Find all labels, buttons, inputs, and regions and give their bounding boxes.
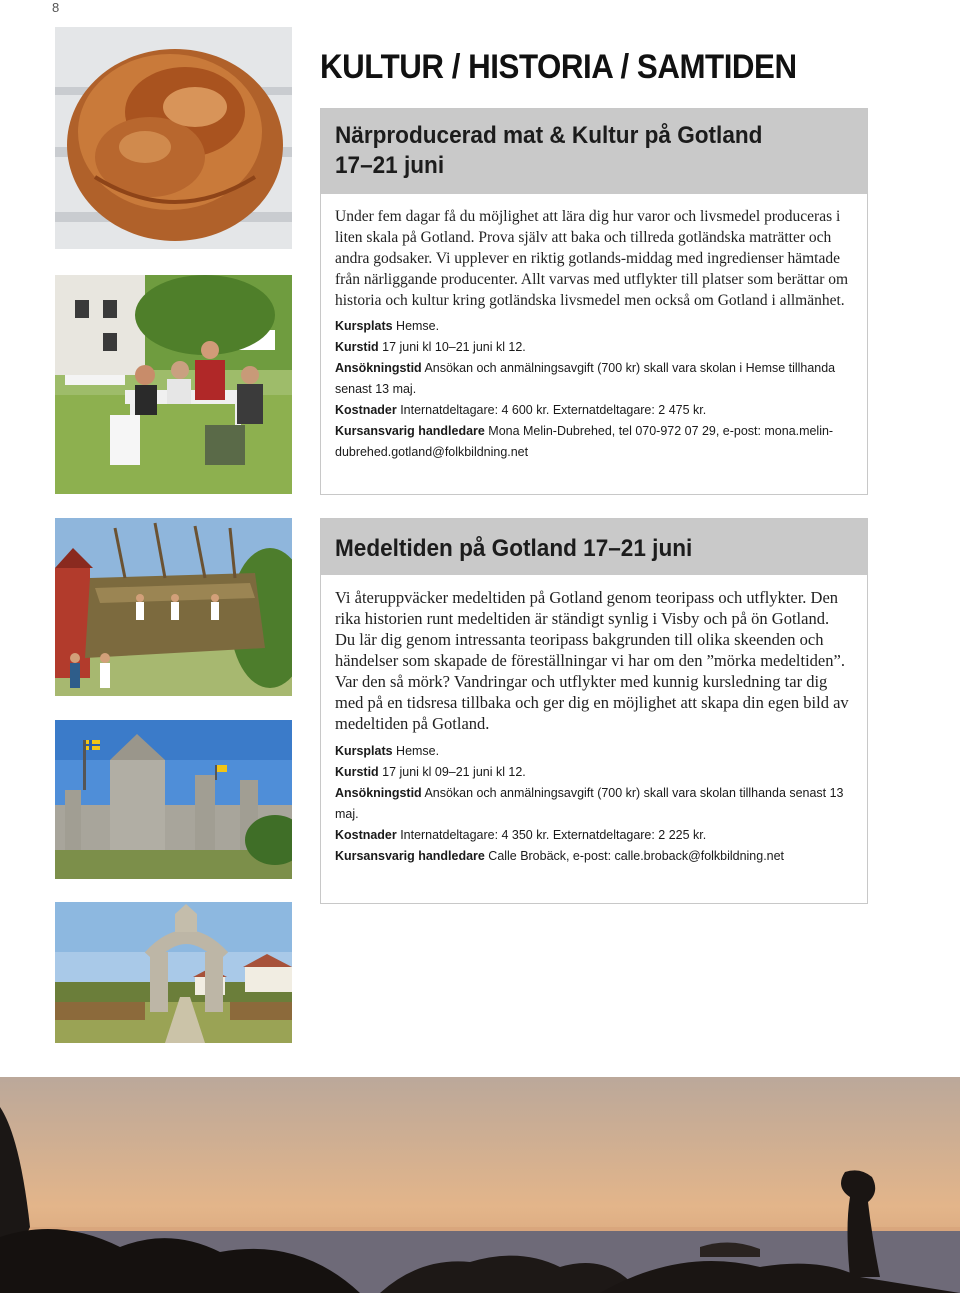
handledare-value: Mona Melin-Dubrehed, tel 070-972 07 29, e-post: mona.melin-dubrehed.gotland@folkbildning.net	[335, 423, 834, 459]
thatch-building-photo	[55, 518, 292, 696]
course-description: Vi återuppväcker medeltiden på Gotland genom teoripass och utflykter. Den rika historien runt medeltiden är ständigt synlig i Visby och på ön Gotland. Du lär dig genom intressanta teoripass bakgrunden till olika skeenden och händelser som skapade de föreställningar vi har om den ”mörka medeltiden”. Var den så mörk? Vandringar och utflykter med kunnig kursledning tar dig med på en tidsresa tillbaka och ger dig en möjlighet att skapa din egen bild av medeltiden på Gotland.	[335, 588, 849, 733]
kursplats-line	[335, 315, 853, 336]
kurstid-label: Kurstid	[335, 764, 379, 779]
course-card-medieval	[320, 518, 868, 904]
handledare-line	[335, 845, 853, 866]
ansokningstid-value: Ansökan och anmälningsavgift (700 kr) skall vara skolan tillhanda senast 13 maj.	[335, 785, 844, 821]
stone-gate-photo	[55, 902, 292, 1043]
ansokningstid-label: Ansökningstid	[335, 360, 422, 375]
course-header	[321, 109, 867, 194]
handledare-label: Kursansvarig handledare	[335, 848, 485, 863]
kurstid-line	[335, 336, 853, 357]
handledare-label: Kursansvarig handledare	[335, 423, 485, 438]
kostnader-value: Internatdeltagare: 4 600 kr. Externatdeltagare: 2 475 kr.	[400, 402, 707, 417]
course-title-line2: 17–21 juni	[335, 152, 445, 179]
bread-photo	[55, 27, 292, 249]
ansokningstid-line	[335, 782, 853, 824]
kurstid-label: Kurstid	[335, 339, 379, 354]
page-number: 8	[52, 0, 60, 15]
kursplats-label: Kursplats	[335, 743, 393, 758]
kursplats-label: Kursplats	[335, 318, 393, 333]
kostnader-line	[335, 399, 853, 420]
handledare-value: Calle Brobäck, e-post: calle.broback@folkbildning.net	[488, 848, 785, 863]
kurstid-value: 17 juni kl 09–21 juni kl 12.	[382, 764, 526, 779]
garden-gathering-photo	[55, 275, 292, 494]
kostnader-label: Kostnader	[335, 827, 397, 842]
course-description: Under fem dagar få du möjlighet att lära dig hur varor och livsmedel produceras i liten skala på Gotland. Prova själv att baka och tillreda gotländska maträtter och andra godsaker. Vi upplever en riktig gotlands-middag med ingredienser hämtade från närliggande producenter. Allt varvas med utflykter till platser som berättar om historia och kultur kring gotländska livsmedel men också om Gotland i allmänhet.	[335, 208, 849, 309]
handledare-line	[335, 420, 853, 462]
ansokningstid-label: Ansökningstid	[335, 785, 422, 800]
kostnader-value: Internatdeltagare: 4 350 kr. Externatdeltagare: 2 225 kr.	[400, 827, 707, 842]
kurstid-line	[335, 761, 853, 782]
ansokningstid-value: Ansökan och anmälningsavgift (700 kr) skall vara skolan i Hemse tillhanda senast 13 maj.	[335, 360, 836, 396]
kostnader-line	[335, 824, 853, 845]
course-card-food-culture	[320, 108, 868, 495]
ansokningstid-line	[335, 357, 853, 399]
kostnader-label: Kostnader	[335, 402, 397, 417]
kurstid-value: 17 juni kl 10–21 juni kl 12.	[382, 339, 526, 354]
kursplats-line	[335, 740, 853, 761]
course-title-line1: Närproducerad mat & Kultur på Gotland	[335, 122, 763, 149]
course-header	[321, 519, 867, 575]
kursplats-value: Hemse.	[396, 743, 440, 758]
visby-city-wall-photo	[55, 720, 292, 879]
kursplats-value: Hemse.	[396, 318, 440, 333]
page-title: KULTUR / HISTORIA / SAMTIDEN	[320, 48, 797, 86]
coastal-sunset-photo	[0, 1077, 960, 1293]
course-title: Medeltiden på Gotland 17–21 juni	[335, 535, 693, 562]
